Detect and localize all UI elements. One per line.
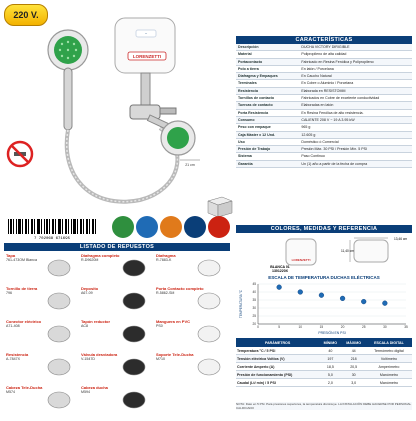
barcode-number: 7 702068 671695 [33, 237, 71, 240]
part-code: M710 [156, 357, 165, 361]
spare-part [81, 253, 151, 289]
part-image [46, 389, 72, 411]
y-tick-label: 40 [252, 290, 256, 294]
param-value: 2,0 [319, 379, 341, 387]
part-image [196, 356, 222, 378]
part-image [196, 323, 222, 345]
spec-key: Porta Resistencia [236, 109, 299, 116]
spec-value: Elaboradas en latón [299, 102, 412, 109]
part-image [121, 323, 147, 345]
spec-value: Un (1) año a partir de la fecha de compra [299, 160, 412, 167]
y-tick-label: 35 [252, 298, 256, 302]
part-image [196, 257, 222, 279]
spec-row [236, 160, 412, 167]
param-name: Presión de funcionamiento (PSI) [236, 371, 319, 379]
part-code: R-7883-K [156, 258, 172, 262]
part-name: Tornillo de tierra [6, 286, 38, 291]
svg-text:21 cm: 21 cm [185, 163, 195, 167]
param-value: Amperímetro [366, 363, 412, 371]
x-tick-label: 20 [340, 325, 345, 329]
spec-row [236, 51, 412, 58]
spec-row [236, 146, 412, 153]
param-value: 3,0 [342, 379, 366, 387]
spare-part [156, 319, 226, 355]
x-tick-label: 10 [298, 325, 303, 329]
spare-part [81, 319, 151, 355]
x-tick-label: 15 [319, 325, 324, 329]
part-name: Diafragma completo [81, 253, 120, 258]
y-tick-label: 30 [252, 306, 256, 310]
spare-part [156, 352, 226, 388]
spec-key: Garantía [236, 160, 299, 167]
spare-part [156, 286, 226, 322]
x-axis-label: PRESIÓN EN PSI [318, 331, 346, 335]
spec-key: Tuercas de contacto [236, 102, 299, 109]
y-axis-label: TEMPERATURA °C [239, 289, 243, 319]
spec-value: Elaborada en RESISTOMM [299, 87, 412, 94]
param-header: PARÁMETROS [236, 338, 319, 347]
part-image [121, 290, 147, 312]
dim-width: 13,46 cm [394, 237, 408, 241]
certification-badges [110, 214, 230, 240]
part-code: R-5862-SM [156, 291, 175, 295]
param-value: 30 [342, 371, 366, 379]
param-value: 44 [342, 347, 366, 355]
param-value: Voltímetro [366, 355, 412, 363]
part-image [121, 257, 147, 279]
colors-header: COLORES, MEDIDAS Y REFERENCIA [236, 225, 412, 233]
cert-badge-5 [208, 216, 230, 238]
param-value: Termómetro digital [366, 347, 412, 355]
spec-row [236, 87, 412, 94]
param-row [236, 363, 412, 371]
param-value: Manómetro [366, 379, 412, 387]
spare-part [6, 352, 76, 388]
model-color: BLANCA 01 [270, 265, 290, 269]
part-name: Diafragma [156, 253, 176, 258]
chart-title: ESCALA DE TEMPERATURA DUCHAS ELÉCTRICAS [268, 275, 380, 280]
param-value: 197 [319, 355, 341, 363]
spec-value: CALIENTE 208 V ~ 19 A 3.95 kW [299, 116, 412, 123]
part-name: Cabeza ducha [81, 385, 108, 390]
spec-key: Descripción [236, 44, 299, 51]
param-value: 20,5 [342, 363, 366, 371]
part-name: Deposito [81, 286, 99, 291]
spec-key: Sistema [236, 153, 299, 160]
spec-row [236, 58, 412, 65]
spec-row [236, 102, 412, 109]
param-header: MÍNIMO [319, 338, 341, 347]
spec-row [236, 80, 412, 87]
x-tick-label: 30 [383, 325, 387, 329]
part-code: PS0 [156, 324, 163, 328]
param-name: Caudal (Lt/ min) / 5 PSI [236, 379, 319, 387]
part-name: Soporte Tele-Ducha [156, 352, 194, 357]
part-name: Tapa [6, 253, 16, 258]
part-code: AC8 [81, 324, 88, 328]
spec-value: Polipropileno de alta calidad [299, 51, 412, 58]
x-tick-label: 0 [257, 325, 259, 329]
spec-key: Terminales [236, 80, 299, 87]
specs-section [236, 36, 412, 168]
part-code: A71-408 [6, 324, 20, 328]
spec-key: Material [236, 51, 299, 58]
data-point [319, 293, 324, 298]
spec-value: 12.605 g [299, 131, 412, 138]
x-tick-label: 35 [404, 325, 408, 329]
data-point [340, 296, 345, 301]
cert-badge-2 [136, 216, 158, 238]
param-header: ESCALA DIGITAL [366, 338, 412, 347]
cert-badge-4 [184, 216, 206, 238]
specs-header: CARACTERÍSTICAS [236, 36, 412, 44]
footer-note: NOTA: Dato en 5 PSI. Para presiones superiores, la temperatura disminuye. LA INSTALACIÓN DEBE HACERSE POR PERSONAL CALIFICADO [236, 402, 412, 410]
part-name: Conector eléctrico [6, 319, 42, 324]
spec-value: Presión Máx. 30 PSI / Presión Mín. 5 PSI [299, 146, 412, 153]
part-image [46, 356, 72, 378]
param-value: 5,0 [319, 371, 341, 379]
param-value: 18,5 [319, 363, 341, 371]
spec-value: Fabricado en Resina Fenólica y Polipropileno [299, 58, 412, 65]
spec-key: Resistencia [236, 87, 299, 94]
spare-part [81, 286, 151, 322]
spec-value: Paso Continuo [299, 153, 412, 160]
spec-row [236, 44, 412, 51]
spec-key: Diafragma y Empaques [236, 73, 299, 80]
dim-height: 11,40 cm [341, 249, 354, 253]
part-code: M594 [81, 390, 90, 394]
temperature-chart-section [236, 275, 412, 341]
part-code: A67-09 [81, 291, 93, 295]
part-image [121, 356, 147, 378]
spec-row [236, 65, 412, 72]
part-code: V-1547D [81, 357, 95, 361]
part-image [196, 290, 222, 312]
temperature-chart [236, 280, 412, 336]
spare-part [156, 253, 226, 289]
spare-part [6, 286, 76, 322]
spec-value: Doméstico ó Comercial [299, 138, 412, 145]
param-name: Corriente Amperio (A) [236, 363, 319, 371]
part-name: Tapón reductor [81, 319, 111, 324]
shower-product-image [40, 10, 205, 225]
part-name: Cabeza Tele-Ducha [6, 385, 43, 390]
param-value: 40 [319, 347, 341, 355]
part-name: Porta Contacto completo [156, 286, 204, 291]
model-ref: 1301220X [272, 269, 288, 272]
part-name: Manguera en PVC [156, 319, 191, 324]
param-name: Tensión eléctrica Voltios (V) [236, 355, 319, 363]
spec-value: En latón / Porcelana [299, 65, 412, 72]
cert-badge-3 [160, 216, 182, 238]
spec-row [236, 153, 412, 160]
colors-diagram [236, 236, 412, 272]
part-code: A-7847X [6, 357, 20, 361]
spec-row [236, 131, 412, 138]
parameters-table [236, 338, 412, 387]
param-header: MÁXIMO [342, 338, 366, 347]
spec-row [236, 95, 412, 102]
spec-row [236, 138, 412, 145]
spare-parts-grid [4, 251, 230, 416]
spare-part [6, 319, 76, 355]
part-name: Resistencia [6, 352, 29, 357]
part-image [46, 290, 72, 312]
parameters-section [236, 338, 412, 387]
spec-key: Peso con empaque [236, 124, 299, 131]
spec-value: En Cobre o Aluminio / Porcelana [299, 80, 412, 87]
part-name: Válvula desviadora [81, 352, 118, 357]
param-name: Temperatura °C / 5 PSI [236, 347, 319, 355]
part-code: M574 [6, 390, 15, 394]
brand-logo: LORENZETTI [132, 54, 162, 59]
x-tick-label: 25 [361, 325, 366, 329]
spec-key: Tornillos de contacto [236, 95, 299, 102]
spec-key: Uso [236, 138, 299, 145]
data-point [382, 301, 387, 306]
svg-text:~: ~ [144, 31, 148, 36]
spare-parts-header: LISTADO DE REPUESTOS [4, 243, 230, 251]
prohibition-icon [6, 140, 34, 168]
data-point [298, 290, 303, 295]
part-image [121, 389, 147, 411]
spec-row [236, 116, 412, 123]
spec-value: Fabricados en Cobre de excelente conductividad [299, 95, 412, 102]
data-point [277, 285, 282, 290]
spec-value: En Caucho Natural [299, 73, 412, 80]
model-brand: LORENZETTI [291, 258, 311, 262]
spec-key: Portacontacto [236, 58, 299, 65]
part-code: 761-473OM Blanca [6, 258, 37, 262]
param-value: 218 [342, 355, 366, 363]
spare-parts-section [4, 243, 230, 416]
param-row [236, 355, 412, 363]
part-code: 796 [6, 291, 12, 295]
param-row [236, 371, 412, 379]
spec-key: Caja Máster x 12 Und. [236, 131, 299, 138]
colors-section [236, 225, 412, 233]
specs-table [236, 44, 412, 168]
part-code: R-D9620M [81, 258, 99, 262]
spec-key: Consumo [236, 116, 299, 123]
spec-value: DUCHA VICTORY DIRIGIBLE [299, 44, 412, 51]
spec-row [236, 73, 412, 80]
spec-value: 965 g [299, 124, 412, 131]
spec-key: Polo a tierra [236, 65, 299, 72]
spare-part [6, 253, 76, 289]
spec-value: En Resina Fenólica de alto resistencia. [299, 109, 412, 116]
y-tick-label: 25 [252, 314, 256, 318]
spec-key: Presión de Trabajo [236, 146, 299, 153]
cert-badge-1 [112, 216, 134, 238]
data-point [361, 299, 366, 304]
spec-row [236, 124, 412, 131]
x-tick-label: 5 [278, 325, 281, 329]
spec-row [236, 109, 412, 116]
voltage-badge: 220 V. [4, 4, 48, 26]
param-value: Manómetro [366, 371, 412, 379]
y-tick-label: 45 [252, 282, 256, 286]
barcode [4, 218, 104, 240]
param-row [236, 379, 412, 387]
param-row [236, 347, 412, 355]
part-image [46, 257, 72, 279]
spare-part [81, 352, 151, 388]
y-tick-label: 20 [252, 322, 256, 326]
part-image [46, 323, 72, 345]
